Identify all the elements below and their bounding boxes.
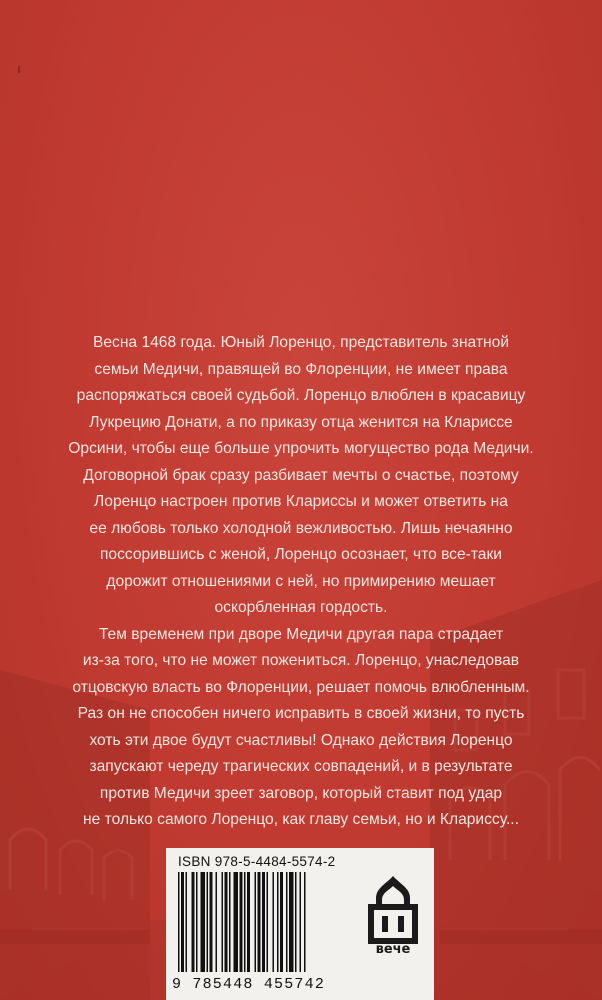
barcode-bar xyxy=(280,872,283,972)
barcode-bar xyxy=(207,872,209,972)
annotation-line: Весна 1468 года. Юный Лоренцо, представитель знатной xyxy=(92,334,510,351)
annotation-line: не только самого Лоренцо, как главу семьи, но и Клариссу... xyxy=(83,811,519,828)
annotation-line: отцовскую власть во Флоренции, решает помочь влюбленным. xyxy=(72,678,530,696)
barcode-bar xyxy=(201,872,206,972)
barcode-bar xyxy=(286,872,288,972)
barcode-bar xyxy=(240,872,243,972)
annotation-paragraph-2 xyxy=(40,622,562,834)
barcode-bar xyxy=(277,872,279,972)
annotation-line: распоряжаться своей судьбой. Лоренцо влюблен в красавицу xyxy=(76,387,526,404)
annotation-line: Договорной брак сразу разбивает мечты о счастье, поэтому xyxy=(83,466,519,484)
annotation-line: ее любовь только холодной вежливостью. Лишь нечаянно xyxy=(89,519,513,537)
barcode-bar xyxy=(222,872,224,972)
annotation-line: Тем временем при дворе Медичи другая пара страдает xyxy=(98,625,504,643)
barcode-bar xyxy=(300,872,302,972)
barcode xyxy=(178,872,348,976)
barcode-bar xyxy=(210,872,213,972)
barcode-bar xyxy=(289,872,294,972)
annotation-paragraph-1 xyxy=(40,330,562,622)
isbn-text: ISBN 978-5-4484-5574-2 xyxy=(178,854,336,869)
annotation-line: оскорбленная гордость. xyxy=(214,599,388,616)
print-mark xyxy=(18,66,20,73)
annotation-line: запускают череду трагических совпадений, и в результате xyxy=(89,758,513,775)
annotation-line: Лоренцо настроен против Клариссы и может ответить на xyxy=(94,493,508,510)
barcode-panel xyxy=(166,848,434,1000)
annotation-line: хоть эти двое будут счастливы! Однако действия Лоренцо xyxy=(89,731,513,749)
barcode-bar xyxy=(192,872,195,972)
barcode-bar xyxy=(234,872,239,972)
barcode-bar xyxy=(258,872,261,972)
barcode-bar xyxy=(273,872,275,972)
barcode-bar xyxy=(262,872,265,972)
barcode-bar xyxy=(295,872,297,972)
annotation-line: семьи Медичи, правящей во Флоренции, не имеет права xyxy=(94,360,508,378)
barcode-bar xyxy=(216,872,218,972)
annotation-line: из-за того, что не может пожениться. Лоренцо, унаследовав xyxy=(82,652,520,669)
barcode-bar xyxy=(196,872,198,972)
annotation-line: дорожит отношениями с ней, но примирению мешает xyxy=(106,572,496,590)
publisher-logo xyxy=(362,874,424,954)
book-annotation xyxy=(40,330,562,834)
annotation-line: против Медичи зреет заговор, который ставит под удар xyxy=(99,784,503,802)
barcode-bar xyxy=(247,872,250,972)
annotation-line: поссорившись с женой, Лоренцо осознает, что все-таки xyxy=(99,546,503,563)
barcode-bar xyxy=(255,872,257,972)
barcode-bar xyxy=(229,872,231,972)
publisher-name: вече xyxy=(375,942,411,954)
barcode-bar xyxy=(186,872,188,972)
barcode-bar xyxy=(225,872,228,972)
barcode-bar xyxy=(267,872,269,972)
barcode-bar xyxy=(304,872,306,972)
annotation-line: Раз он не способен ничего исправить в своей жизни, то пусть xyxy=(77,705,525,722)
annotation-line: Лукрецию Донати, а по приказу отца женится на Клариссе xyxy=(89,413,513,431)
barcode-bar xyxy=(244,872,246,972)
barcode-bar xyxy=(178,872,180,972)
barcode-bar xyxy=(181,872,184,972)
ean-digits: 9 785448 455742 xyxy=(172,976,326,993)
annotation-line: Орсини, чтобы еще больше упрочить могущество рода Медичи. xyxy=(68,440,534,457)
